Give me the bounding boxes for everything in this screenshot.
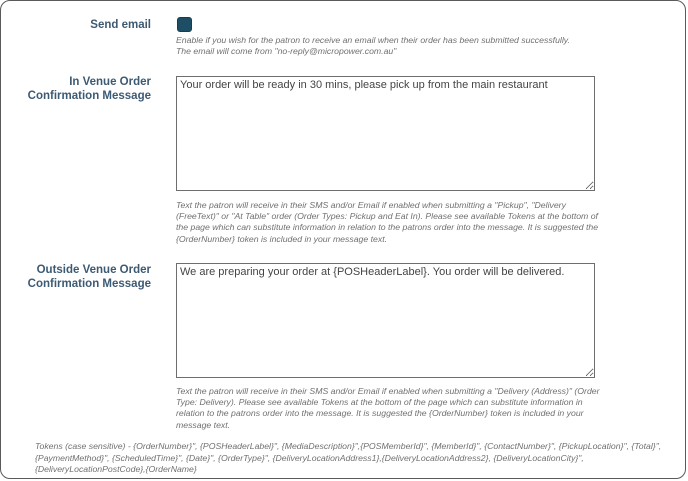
outside-venue-message-textarea[interactable] bbox=[176, 263, 595, 378]
in-venue-label-line1: In Venue Order bbox=[69, 76, 151, 88]
send-email-help bbox=[176, 35, 616, 57]
outside-venue-label-line2: Confirmation Message bbox=[27, 278, 151, 290]
outside-venue-label bbox=[28, 263, 151, 291]
tokens-list: Tokens (case sensitive) - {OrderNumber}", {POSHeaderLabel}", {MediaDescription}",{POSMemberId}", {MemberId}", {ContactNumber}", {PickupLocation}", {Total}", {PaymentMethod}", {ScheduledTime}", {Date}", {OrderType}", {DeliveryLocationAddress1},{DeliveryLocationAddress2}, {DeliveryLocationCity}", {DeliveryLocationPostCode},{OrderName} bbox=[35, 441, 662, 475]
outside-venue-help: Text the patron will receive in their SMS and/or Email if enabled when submitting a "Delivery (Address)" (Order Type: Delivery). Please see available Tokens at the bottom of the page which can substitute information in relation to the patrons order into the message. It is suggested the {OrderNumber} token is included in your message text. bbox=[176, 386, 600, 430]
in-venue-label bbox=[28, 75, 151, 103]
send-email-checkbox[interactable] bbox=[177, 17, 192, 32]
in-venue-help: Text the patron will receive in their SMS and/or Email if enabled when submitting a "Pickup", "Delivery (FreeText)" or "At Table" order (Order Types: Pickup and Eat In). Please see available Tokens at the bottom of the page which can substitute information in relation to the patrons order into the message. It is suggested the {OrderNumber} token is included in your message text. bbox=[176, 200, 599, 244]
send-email-help-line2: The email will come from "no-reply@micropower.com.au" bbox=[176, 46, 397, 57]
outside-venue-label-line1: Outside Venue Order bbox=[36, 264, 151, 276]
send-email-label: Send email bbox=[90, 19, 151, 31]
in-venue-label-line2: Confirmation Message bbox=[27, 90, 151, 102]
send-email-help-line1: Enable if you wish for the patron to receive an email when their order has been submitted successfully. bbox=[176, 35, 570, 45]
in-venue-message-textarea[interactable] bbox=[176, 76, 595, 191]
